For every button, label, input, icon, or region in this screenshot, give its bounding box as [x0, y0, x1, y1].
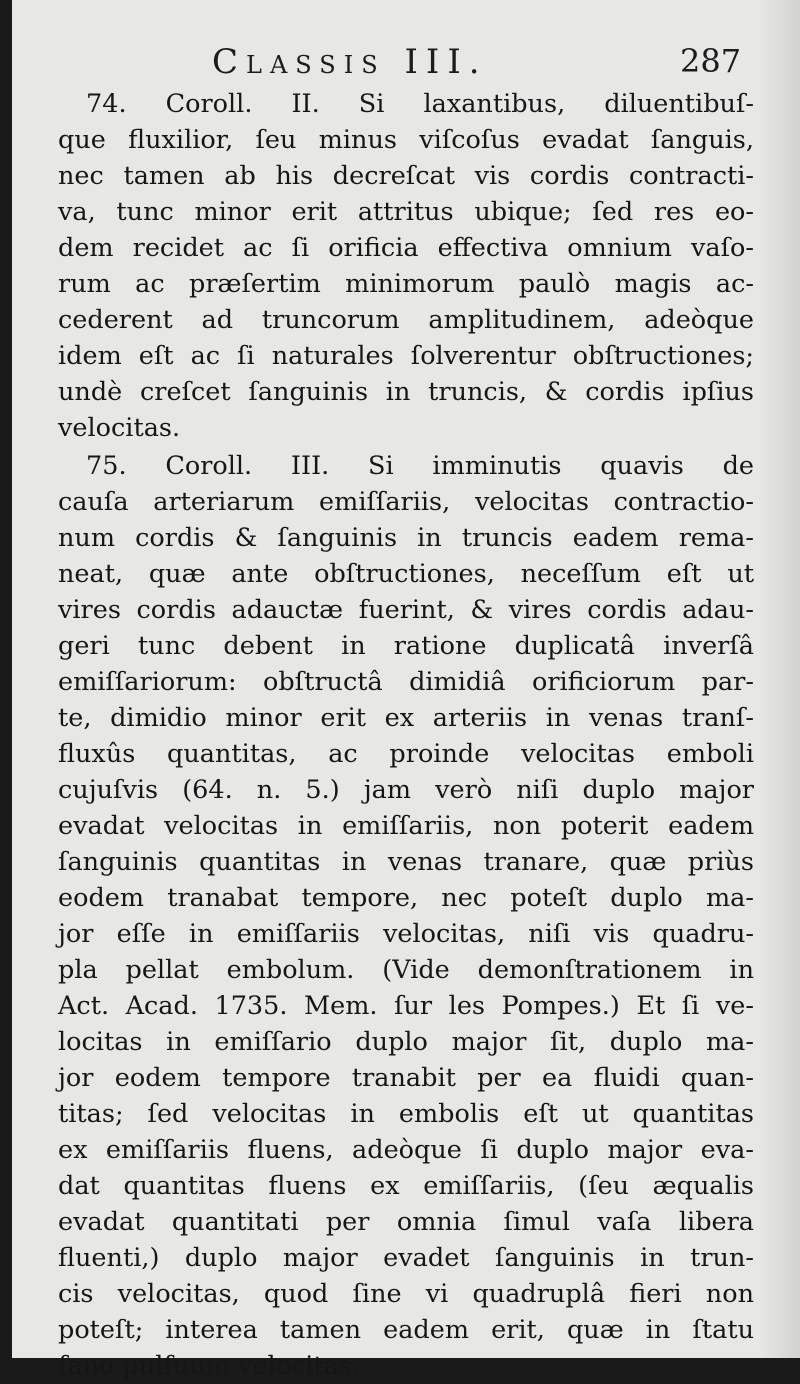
text-line: velocitas. [58, 413, 181, 443]
running-title: Classis III. [212, 42, 488, 82]
text-line: evadat quantitati per omnia ſimul vaſa libera [58, 1207, 754, 1237]
page-header [12, 42, 800, 92]
text-line: ex emiſſariis fluens, adeòque ſi duplo major eva- [58, 1135, 754, 1165]
text-line: dat quantitas fluens ex emiſſariis, (ſeu æqualis [58, 1171, 754, 1201]
text-line: rum ac præſertim minimorum paulò magis ac- [58, 269, 754, 299]
text-line: geri tunc debent in ratione duplicatâ inverſâ [58, 631, 754, 661]
text-line: jor eodem tempore tranabit per ea fluidi quan- [58, 1063, 754, 1093]
text-line: que fluxilior, ſeu minus viſcoſus evadat ſanguis, [58, 125, 754, 155]
text-line: locitas in emiſſario duplo major ſit, duplo ma- [58, 1027, 754, 1057]
text-line: te, dimidio minor erit ex arteriis in venas tranſ- [58, 703, 754, 733]
text-line: eodem tranabat tempore, nec poteſt duplo ma- [58, 883, 754, 913]
text-line: fluxûs quantitas, ac proinde velocitas emboli [58, 739, 754, 769]
text-line: fluenti,) duplo major evadet ſanguinis in trun- [58, 1243, 754, 1273]
text-line: poteſt; interea tamen eadem erit, quæ in ſtatu [58, 1315, 754, 1345]
text-line: 74. Coroll. II. Si laxantibus, diluentibuſ- [86, 89, 754, 119]
text-line: va, tunc minor erit attritus ubique; ſed res eo- [58, 197, 754, 227]
text-line: Act. Acad. 1735. Mem. ſur les Pompes.) Et ſi ve- [58, 991, 754, 1021]
body-text [58, 86, 754, 1384]
text-line: neat, quæ ante obſtructiones, neceſſum eſt ut [58, 559, 754, 589]
text-line: num cordis & ſanguinis in truncis eadem rema- [58, 523, 754, 553]
text-line: vires cordis adauctæ fuerint, & vires cordis adau- [58, 595, 754, 625]
text-line: cederent ad truncorum amplitudinem, adeòque [58, 305, 754, 335]
text-line: ſanguinis quantitas in venas tranare, quæ priùs [58, 847, 754, 877]
text-line: evadat velocitas in emiſſariis, non poterit eadem [58, 811, 754, 841]
text-line: titas; ſed velocitas in embolis eſt ut quantitas [58, 1099, 754, 1129]
page-edge-shadow [758, 0, 800, 1358]
text-line: cauſa arteriarum emiſſariis, velocitas contractio- [58, 487, 754, 517]
book-page [12, 0, 800, 1381]
text-line: nec tamen ab his decreſcat vis cordis contracti- [58, 161, 754, 191]
text-line: emiſſariorum: obſtructâ dimidiâ orificiorum par- [58, 667, 754, 697]
text-line: pla pellat embolum. (Vide demonſtrationem in [58, 955, 754, 985]
text-line: cis velocitas, quod ſine vi quadruplâ fieri non [58, 1279, 754, 1309]
text-line: 75. Coroll. III. Si imminutis quavis de [86, 451, 754, 481]
text-line: undè creſcet ſanguinis in truncis, & cordis ipſius [58, 377, 754, 407]
text-line: dem recidet ac ſi orificia effectiva omnium vaſo- [58, 233, 754, 263]
text-line: cujuſvis (64. n. 5.) jam verò niſi duplo major [58, 775, 754, 805]
text-line: ſano pulſuum velocitas. [58, 1351, 361, 1381]
text-line: jor eſſe in emiſſariis velocitas, niſi vis quadru- [58, 919, 754, 949]
page-number: 287 [680, 42, 742, 80]
text-line: idem eſt ac ſi naturales ſolverentur obſtructiones; [58, 341, 754, 371]
